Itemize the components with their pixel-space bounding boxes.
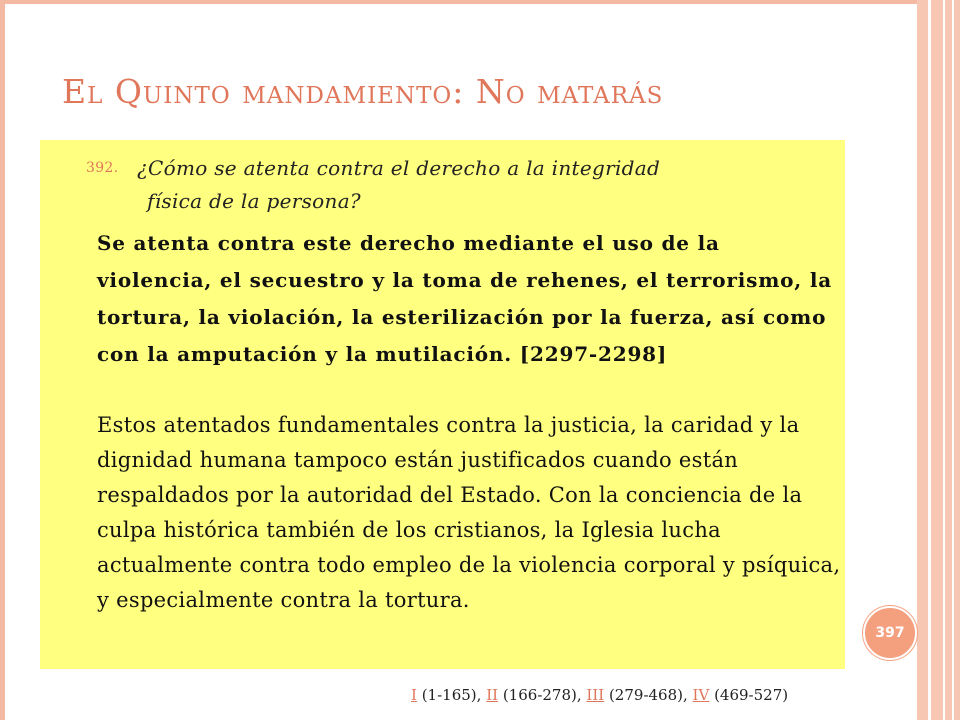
footer-link-part-3[interactable]: III [586, 686, 605, 704]
answer-text: Se atenta contra este derecho mediante el uso de la violencia, el secuestro y la toma de rehenes, el terrorismo, la tortura, la violación, la esterilización por la fuerza, así como con la amputación y la mutilación. [2297-2298] [97, 231, 832, 366]
footer-link-part-2[interactable]: II [486, 686, 499, 704]
slide-title [62, 72, 902, 111]
content-box [40, 140, 845, 669]
title-word: o matarás [505, 72, 664, 111]
question-number: 392. [86, 160, 119, 176]
question-text [86, 152, 826, 218]
title-initial: Q [114, 72, 143, 111]
title-initial: E [62, 72, 88, 111]
question-line-2: física de la persona? [147, 189, 361, 213]
footer-link-part-4[interactable]: IV [692, 686, 710, 704]
commentary-paragraph: Estos atentados fundamentales contra la justicia, la caridad y la dignidad humana tampoco están justificados cuando están respaldados por la autoridad del Estado. Con la conciencia de la culpa histórica también de los cristianos, la Iglesia lucha actualmente contra todo empleo de la violencia corporal y psíquica, y especialmente contra la tortura. [97, 413, 841, 612]
footer-range: (1-165), [416, 686, 487, 704]
question-line-1: ¿Cómo se atenta contra el derecho a la integridad [137, 156, 661, 180]
page-number-badge: 397 [863, 606, 917, 660]
frame-left-line [0, 0, 5, 720]
footer-range: (469-527) [709, 686, 789, 704]
band-stripe [943, 0, 945, 720]
band-stripe [928, 0, 931, 720]
title-word: uinto mandamiento: [142, 72, 476, 111]
footer-link-part-1[interactable]: I [411, 686, 417, 704]
right-decorative-band [917, 0, 960, 720]
footer-range: (166-278), [498, 686, 587, 704]
frame-top-line [0, 0, 920, 4]
footer-links [411, 686, 788, 704]
question-block [86, 152, 826, 218]
footer-range: (279-468), [604, 686, 693, 704]
band-stripe [952, 0, 954, 720]
title-word: l [87, 72, 115, 111]
title-initial: N [475, 72, 506, 111]
